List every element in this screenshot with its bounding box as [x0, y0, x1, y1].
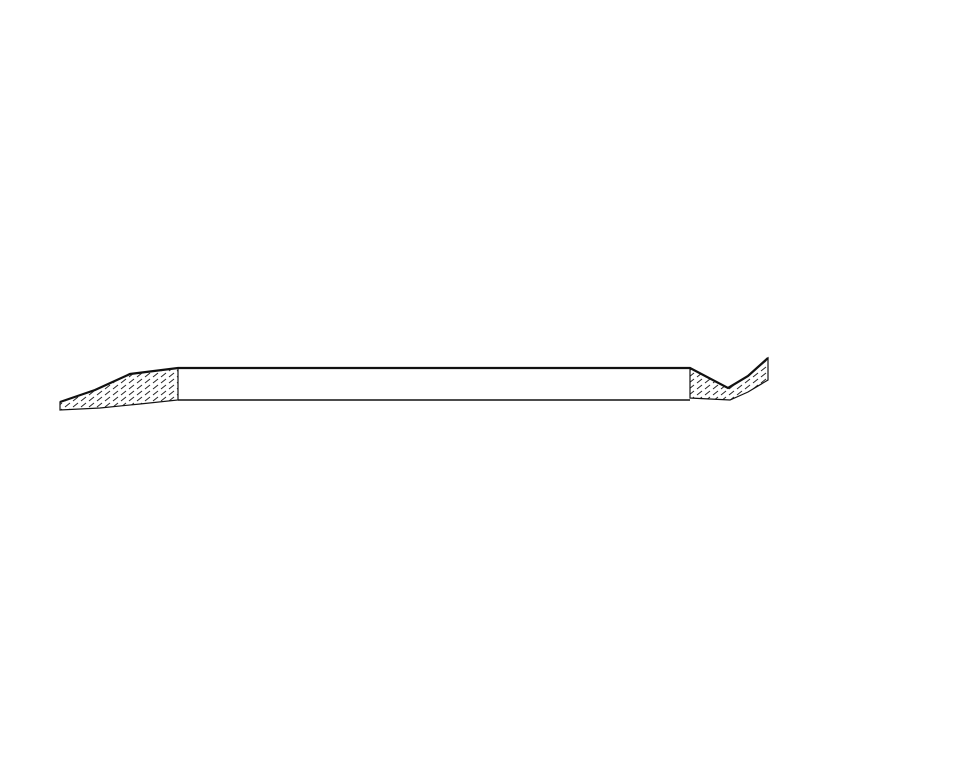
- road-illustration: [0, 330, 960, 670]
- road-cross-section: [60, 358, 768, 410]
